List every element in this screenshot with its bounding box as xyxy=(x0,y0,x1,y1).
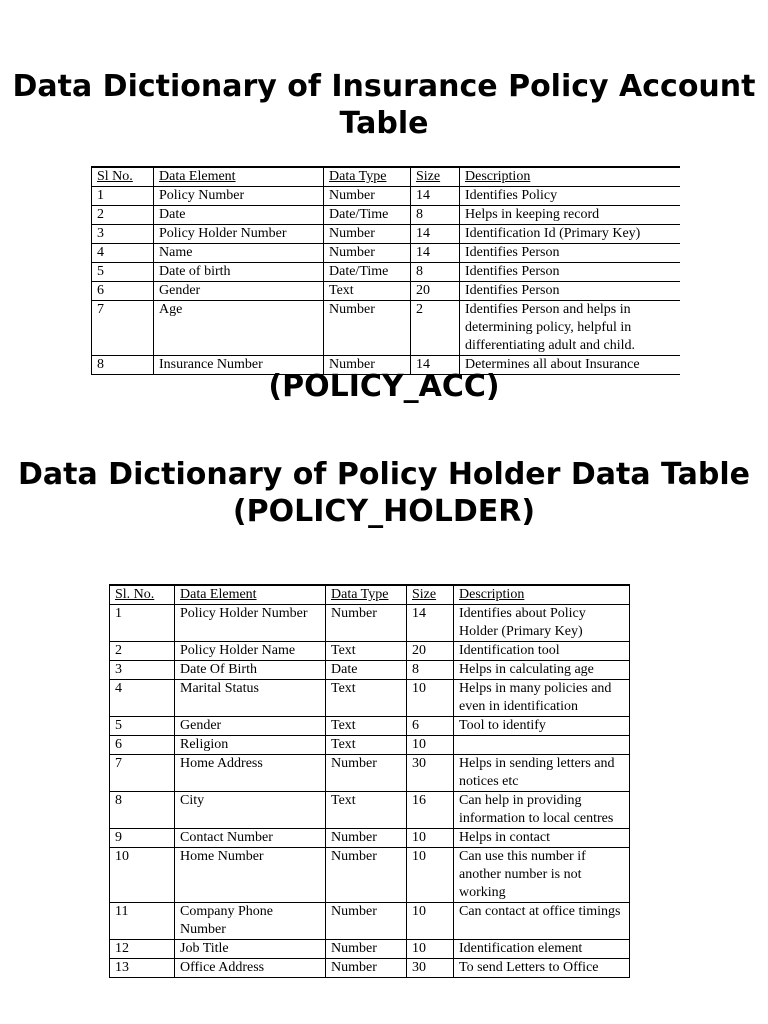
cell-sl-no: 11 xyxy=(110,903,175,940)
cell-sl-no: 2 xyxy=(110,642,175,661)
cell-size: 30 xyxy=(407,755,454,792)
cell-data-type: Text xyxy=(324,282,411,301)
cell-size: 16 xyxy=(407,792,454,829)
column-header-data-type: Data Type xyxy=(326,585,407,605)
cell-description: Tool to identify xyxy=(454,717,630,736)
cell-sl-no: 12 xyxy=(110,940,175,959)
cell-data-type: Number xyxy=(326,903,407,940)
cell-data-element: Religion xyxy=(175,736,326,755)
table-row xyxy=(92,282,680,301)
cell-sl-no: 10 xyxy=(110,848,175,903)
column-header-sl-no: Sl. No. xyxy=(110,585,175,605)
cell-size: 10 xyxy=(407,680,454,717)
cell-data-element: Name xyxy=(154,244,324,263)
cell-data-type: Text xyxy=(326,642,407,661)
cell-data-element: Policy Number xyxy=(154,187,324,206)
cell-size: 10 xyxy=(407,848,454,903)
cell-sl-no: 8 xyxy=(110,792,175,829)
cell-description: Can help in providing information to local centres xyxy=(454,792,630,829)
cell-description: Can use this number if another number is not working xyxy=(454,848,630,903)
cell-description: Helps in many policies and even in identification xyxy=(454,680,630,717)
table-row xyxy=(110,792,630,829)
cell-description: Identifies Person xyxy=(460,263,680,282)
cell-data-element: Gender xyxy=(175,717,326,736)
cell-size: 14 xyxy=(411,244,460,263)
cell-sl-no: 9 xyxy=(110,829,175,848)
cell-data-type: Number xyxy=(326,605,407,642)
cell-description: Helps in sending letters and notices etc xyxy=(454,755,630,792)
cell-size: 14 xyxy=(411,187,460,206)
cell-size: 2 xyxy=(411,301,460,356)
cell-data-element: Date xyxy=(154,206,324,225)
cell-data-type: Number xyxy=(324,225,411,244)
column-header-size: Size xyxy=(411,167,460,187)
cell-data-element: City xyxy=(175,792,326,829)
table-row xyxy=(92,225,680,244)
cell-sl-no: 6 xyxy=(110,736,175,755)
cell-description: Helps in calculating age xyxy=(454,661,630,680)
column-header-description: Description xyxy=(460,167,680,187)
cell-sl-no: 3 xyxy=(110,661,175,680)
cell-description xyxy=(454,736,630,755)
cell-description: Helps in keeping record xyxy=(460,206,680,225)
policy-acc-table-body xyxy=(92,167,680,375)
cell-size: 10 xyxy=(407,829,454,848)
table-row xyxy=(110,848,630,903)
cell-data-type: Number xyxy=(324,356,411,375)
cell-data-type: Number xyxy=(326,959,407,978)
cell-size: 6 xyxy=(407,717,454,736)
column-header-description: Description xyxy=(454,585,630,605)
cell-size: 10 xyxy=(407,940,454,959)
table-row xyxy=(92,187,680,206)
cell-data-type: Text xyxy=(326,717,407,736)
table-header-row xyxy=(110,585,630,605)
column-header-data-element: Data Element xyxy=(154,167,324,187)
cell-sl-no: 8 xyxy=(92,356,154,375)
cell-data-type: Number xyxy=(324,301,411,356)
cell-description: Identifies Policy xyxy=(460,187,680,206)
table-row xyxy=(110,940,630,959)
cell-data-element: Policy Holder Number xyxy=(175,605,326,642)
cell-sl-no: 4 xyxy=(110,680,175,717)
cell-size: 14 xyxy=(407,605,454,642)
table-row xyxy=(110,642,630,661)
cell-data-element: Policy Holder Number xyxy=(154,225,324,244)
cell-description: Can contact at office timings xyxy=(454,903,630,940)
cell-sl-no: 5 xyxy=(92,263,154,282)
table-row xyxy=(110,661,630,680)
cell-sl-no: 3 xyxy=(92,225,154,244)
cell-data-element: Date of birth xyxy=(154,263,324,282)
cell-data-type: Text xyxy=(326,792,407,829)
cell-data-type: Date/Time xyxy=(324,206,411,225)
cell-sl-no: 5 xyxy=(110,717,175,736)
cell-sl-no: 4 xyxy=(92,244,154,263)
table2-title: Data Dictionary of Policy Holder Data Table (POLICY_HOLDER) xyxy=(17,457,750,529)
table-row xyxy=(110,605,630,642)
column-header-data-element: Data Element xyxy=(175,585,326,605)
cell-size: 8 xyxy=(407,661,454,680)
cell-size: 20 xyxy=(407,642,454,661)
cell-description: Identification Id (Primary Key) xyxy=(460,225,680,244)
cell-size: 10 xyxy=(407,736,454,755)
cell-data-element: Home Number xyxy=(175,848,326,903)
cell-data-element: Date Of Birth xyxy=(175,661,326,680)
cell-description: Identifies Person and helps in determining policy, helpful in differentiating adult and child. xyxy=(460,301,680,356)
table-row xyxy=(110,717,630,736)
cell-sl-no: 7 xyxy=(92,301,154,356)
cell-data-type: Number xyxy=(324,244,411,263)
cell-size: 10 xyxy=(407,903,454,940)
cell-data-element: Home Address xyxy=(175,755,326,792)
cell-data-type: Number xyxy=(326,848,407,903)
table-row xyxy=(92,206,680,225)
cell-data-element: Company Phone Number xyxy=(175,903,326,940)
cell-description: To send Letters to Office xyxy=(454,959,630,978)
cell-data-type: Date xyxy=(326,661,407,680)
cell-description: Identification element xyxy=(454,940,630,959)
column-header-data-type: Data Type xyxy=(324,167,411,187)
cell-data-type: Date/Time xyxy=(324,263,411,282)
policy-holder-table-body xyxy=(110,585,630,978)
cell-sl-no: 2 xyxy=(92,206,154,225)
cell-size: 8 xyxy=(411,206,460,225)
cell-data-type: Number xyxy=(326,940,407,959)
cell-description: Identifies Person xyxy=(460,282,680,301)
cell-data-element: Office Address xyxy=(175,959,326,978)
cell-data-element: Gender xyxy=(154,282,324,301)
cell-description: Identification tool xyxy=(454,642,630,661)
cell-description: Determines all about Insurance xyxy=(460,356,680,375)
cell-data-type: Text xyxy=(326,736,407,755)
cell-data-type: Number xyxy=(324,187,411,206)
column-header-size: Size xyxy=(407,585,454,605)
policy-acc-table xyxy=(91,166,680,375)
cell-size: 14 xyxy=(411,356,460,375)
cell-data-element: Policy Holder Name xyxy=(175,642,326,661)
table-row xyxy=(110,755,630,792)
cell-sl-no: 1 xyxy=(110,605,175,642)
cell-size: 20 xyxy=(411,282,460,301)
cell-size: 30 xyxy=(407,959,454,978)
cell-data-element: Job Title xyxy=(175,940,326,959)
cell-data-type: Number xyxy=(326,755,407,792)
cell-sl-no: 7 xyxy=(110,755,175,792)
table-row xyxy=(110,829,630,848)
cell-sl-no: 6 xyxy=(92,282,154,301)
table-row xyxy=(92,301,680,356)
table-row xyxy=(110,959,630,978)
cell-size: 14 xyxy=(411,225,460,244)
cell-data-element: Marital Status xyxy=(175,680,326,717)
cell-size: 8 xyxy=(411,263,460,282)
cell-data-element: Contact Number xyxy=(175,829,326,848)
table-header-row xyxy=(92,167,680,187)
cell-data-element: Age xyxy=(154,301,324,356)
cell-data-type: Text xyxy=(326,680,407,717)
cell-description: Identifies about Policy Holder (Primary Key) xyxy=(454,605,630,642)
cell-description: Identifies Person xyxy=(460,244,680,263)
column-header-sl-no: Sl No. xyxy=(92,167,154,187)
policy-holder-table xyxy=(109,584,630,978)
cell-data-type: Number xyxy=(326,829,407,848)
table-row xyxy=(110,680,630,717)
cell-sl-no: 13 xyxy=(110,959,175,978)
cell-description: Helps in contact xyxy=(454,829,630,848)
cell-data-element: Insurance Number xyxy=(154,356,324,375)
table-row xyxy=(110,736,630,755)
table-row xyxy=(92,263,680,282)
table1-title: Data Dictionary of Insurance Policy Account Table xyxy=(12,69,756,141)
table-row xyxy=(92,244,680,263)
table1-subtitle: (POLICY_ACC) xyxy=(268,369,500,404)
cell-sl-no: 1 xyxy=(92,187,154,206)
table-row xyxy=(110,903,630,940)
